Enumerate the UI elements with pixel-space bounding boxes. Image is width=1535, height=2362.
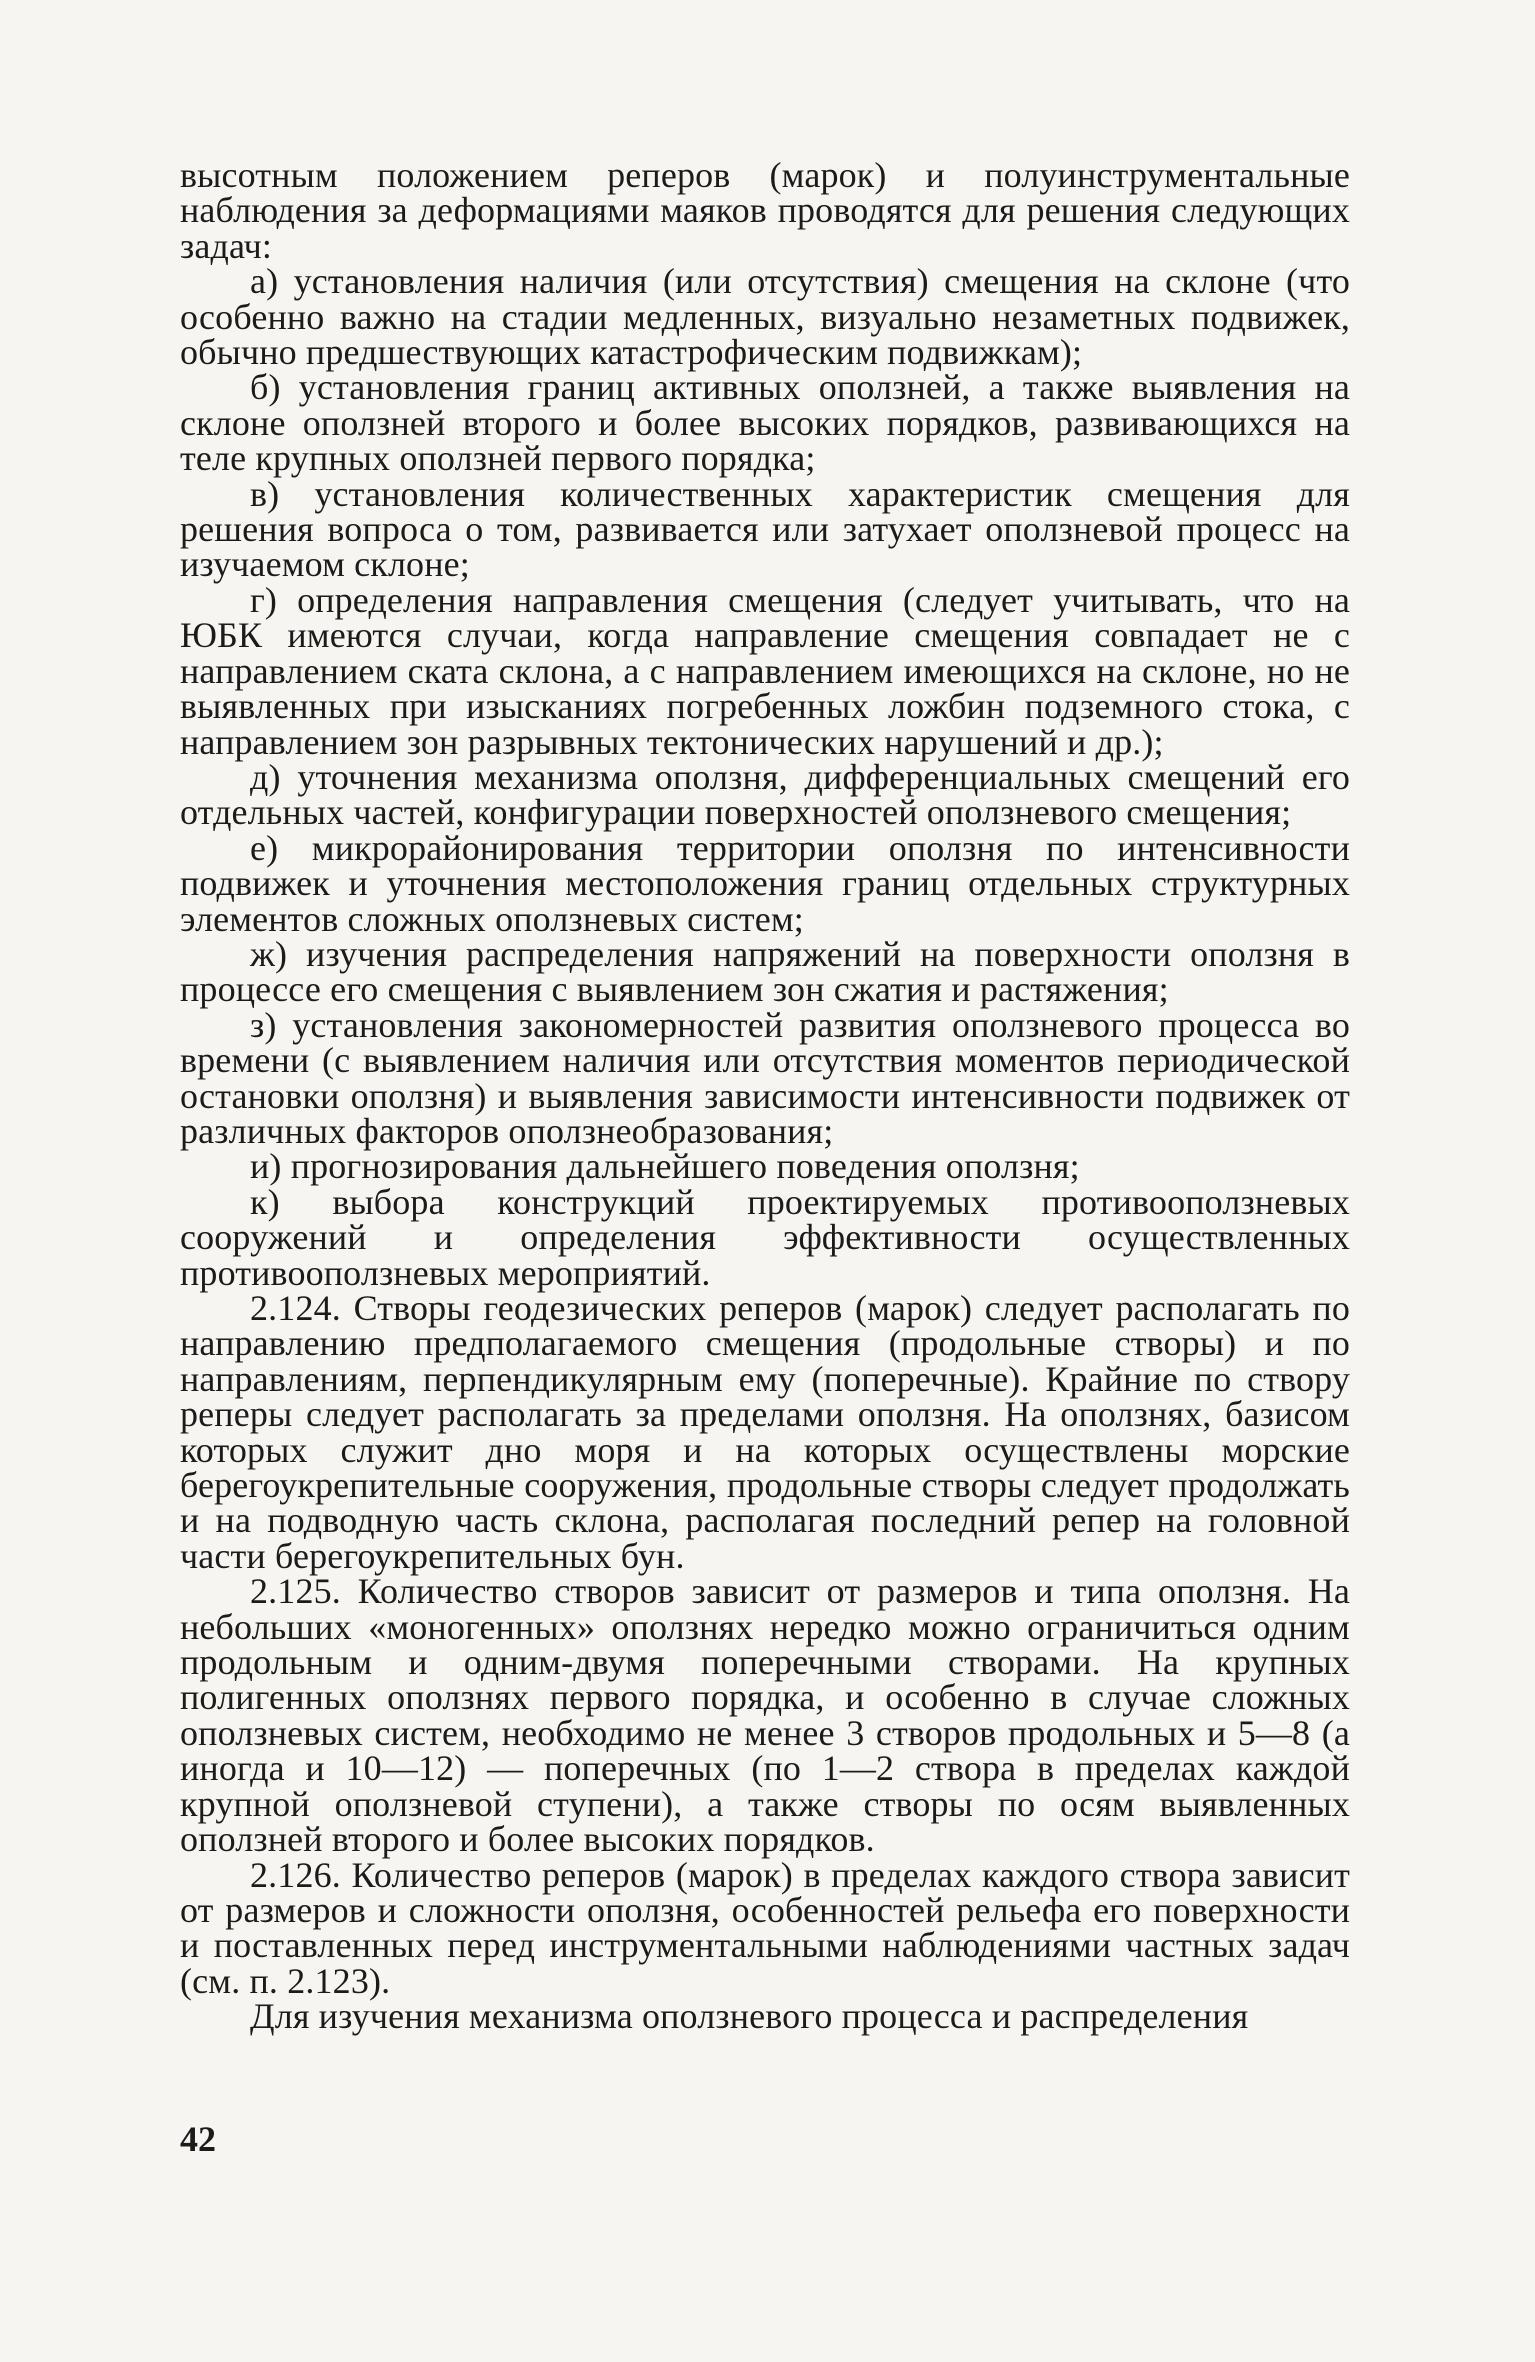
paragraph-item-v: в) установления количественных характеристик смещения для решения вопроса о том, развивается или затухает оползневой процесс на изучаемом склоне; <box>180 473 1350 585</box>
paragraph-item-i: и) прогнозирования дальнейшего поведения оползня; <box>250 1146 1080 1187</box>
paragraph-2-124: 2.124. Створы геодезических реперов (марок) следует располагать по направлению предполагаемого смещения (продольные створы) и по направлениям, перпендикулярным ему (поперечные). Крайние по створу реперы следует располагать за пределами оползня. На оползнях, базисом которых служит дно моря и на которых осуществлены морские берегоукрепительные сооружения, продольные створы следует продолжать и на подводную часть склона, располагая последний репер на головной части берегоукрепительных бун. <box>180 1288 1350 1576</box>
page-number: 42 <box>180 2119 216 2159</box>
paragraph-item-g: г) определения направления смещения (следует учитывать, что на ЮБК имеются случаи, когда направление смещения совпадает не с направлением ската склона, а с направлением имеющихся на склоне, но не выявленных при изысканиях погребенных ложбин подземного стока, с направлением зон разрывных тектонических нарушений и др.); <box>180 579 1350 762</box>
paragraph-item-d: д) уточнения механизма оползня, дифференциальных смещений его отдельных частей, конфигурации поверхностей оползневого смещения; <box>180 756 1350 833</box>
paragraph-item-z: з) установления закономерностей развития оползневого процесса во времени (с выявлением наличия или отсутствия моментов периодической остановки оползня) и выявления зависимости интенсивности подвижек от различных факторов оползнеобразования; <box>180 1004 1350 1151</box>
paragraph-item-a: а) установления наличия (или отсутствия) смещения на склоне (что особенно важно на стадии медленных, визуально незаметных подвижек, обычно предшествующих катастрофическим подвижкам); <box>180 261 1350 373</box>
paragraph-item-b: б) установления границ активных оползней, а также выявления на склоне оползней второго и более высоких порядков, развивающихся на теле крупных оползней первого порядка; <box>180 367 1350 479</box>
paragraph-intro: высотным положением реперов (марок) и полуинструментальные наблюдения за деформациями маяков проводятся для решения следующих задач: <box>180 155 1350 266</box>
paragraph-item-k: к) выбора конструкций проектируемых противооползневых сооружений и определения эффективности осуществленных противооползневых мероприятий. <box>180 1181 1350 1293</box>
paragraph-2-125: 2.125. Количество створов зависит от размеров и типа оползня. На небольших «моногенных» оползнях нередко можно ограничиться одним продольным и одним-двумя поперечными створами. На крупных полигенных оползнях первого порядка, и особенно в случае сложных оползневых систем, необходимо не менее 3 створов продольных и 5—8 (а иногда и 10—12) — поперечных (по 1—2 створа в пределах каждой крупной оползневой ступени), а также створы по осям выявленных оползней второго и более высоких порядков. <box>180 1571 1350 1860</box>
paragraph-item-zh: ж) изучения распределения напряжений на поверхности оползня в процессе его смещения с выявлением зон сжатия и растяжения; <box>180 933 1350 1010</box>
paragraph-continuation: Для изучения механизма оползневого процесса и распределения <box>250 1996 1249 2037</box>
body-text <box>180 155 1350 2037</box>
paragraph-2-126: 2.126. Количество реперов (марок) в пределах каждого створа зависит от размеров и сложности оползня, особенностей рельефа его поверхности и поставленных перед инструментальными наблюдениями частных задач (см. п. 2.123). <box>180 1854 1350 2001</box>
paragraph-item-e: е) микрорайонирования территории оползня по интенсивности подвижек и уточнения местоположения границ отдельных структурных элементов сложных оползневых систем; <box>180 827 1350 939</box>
